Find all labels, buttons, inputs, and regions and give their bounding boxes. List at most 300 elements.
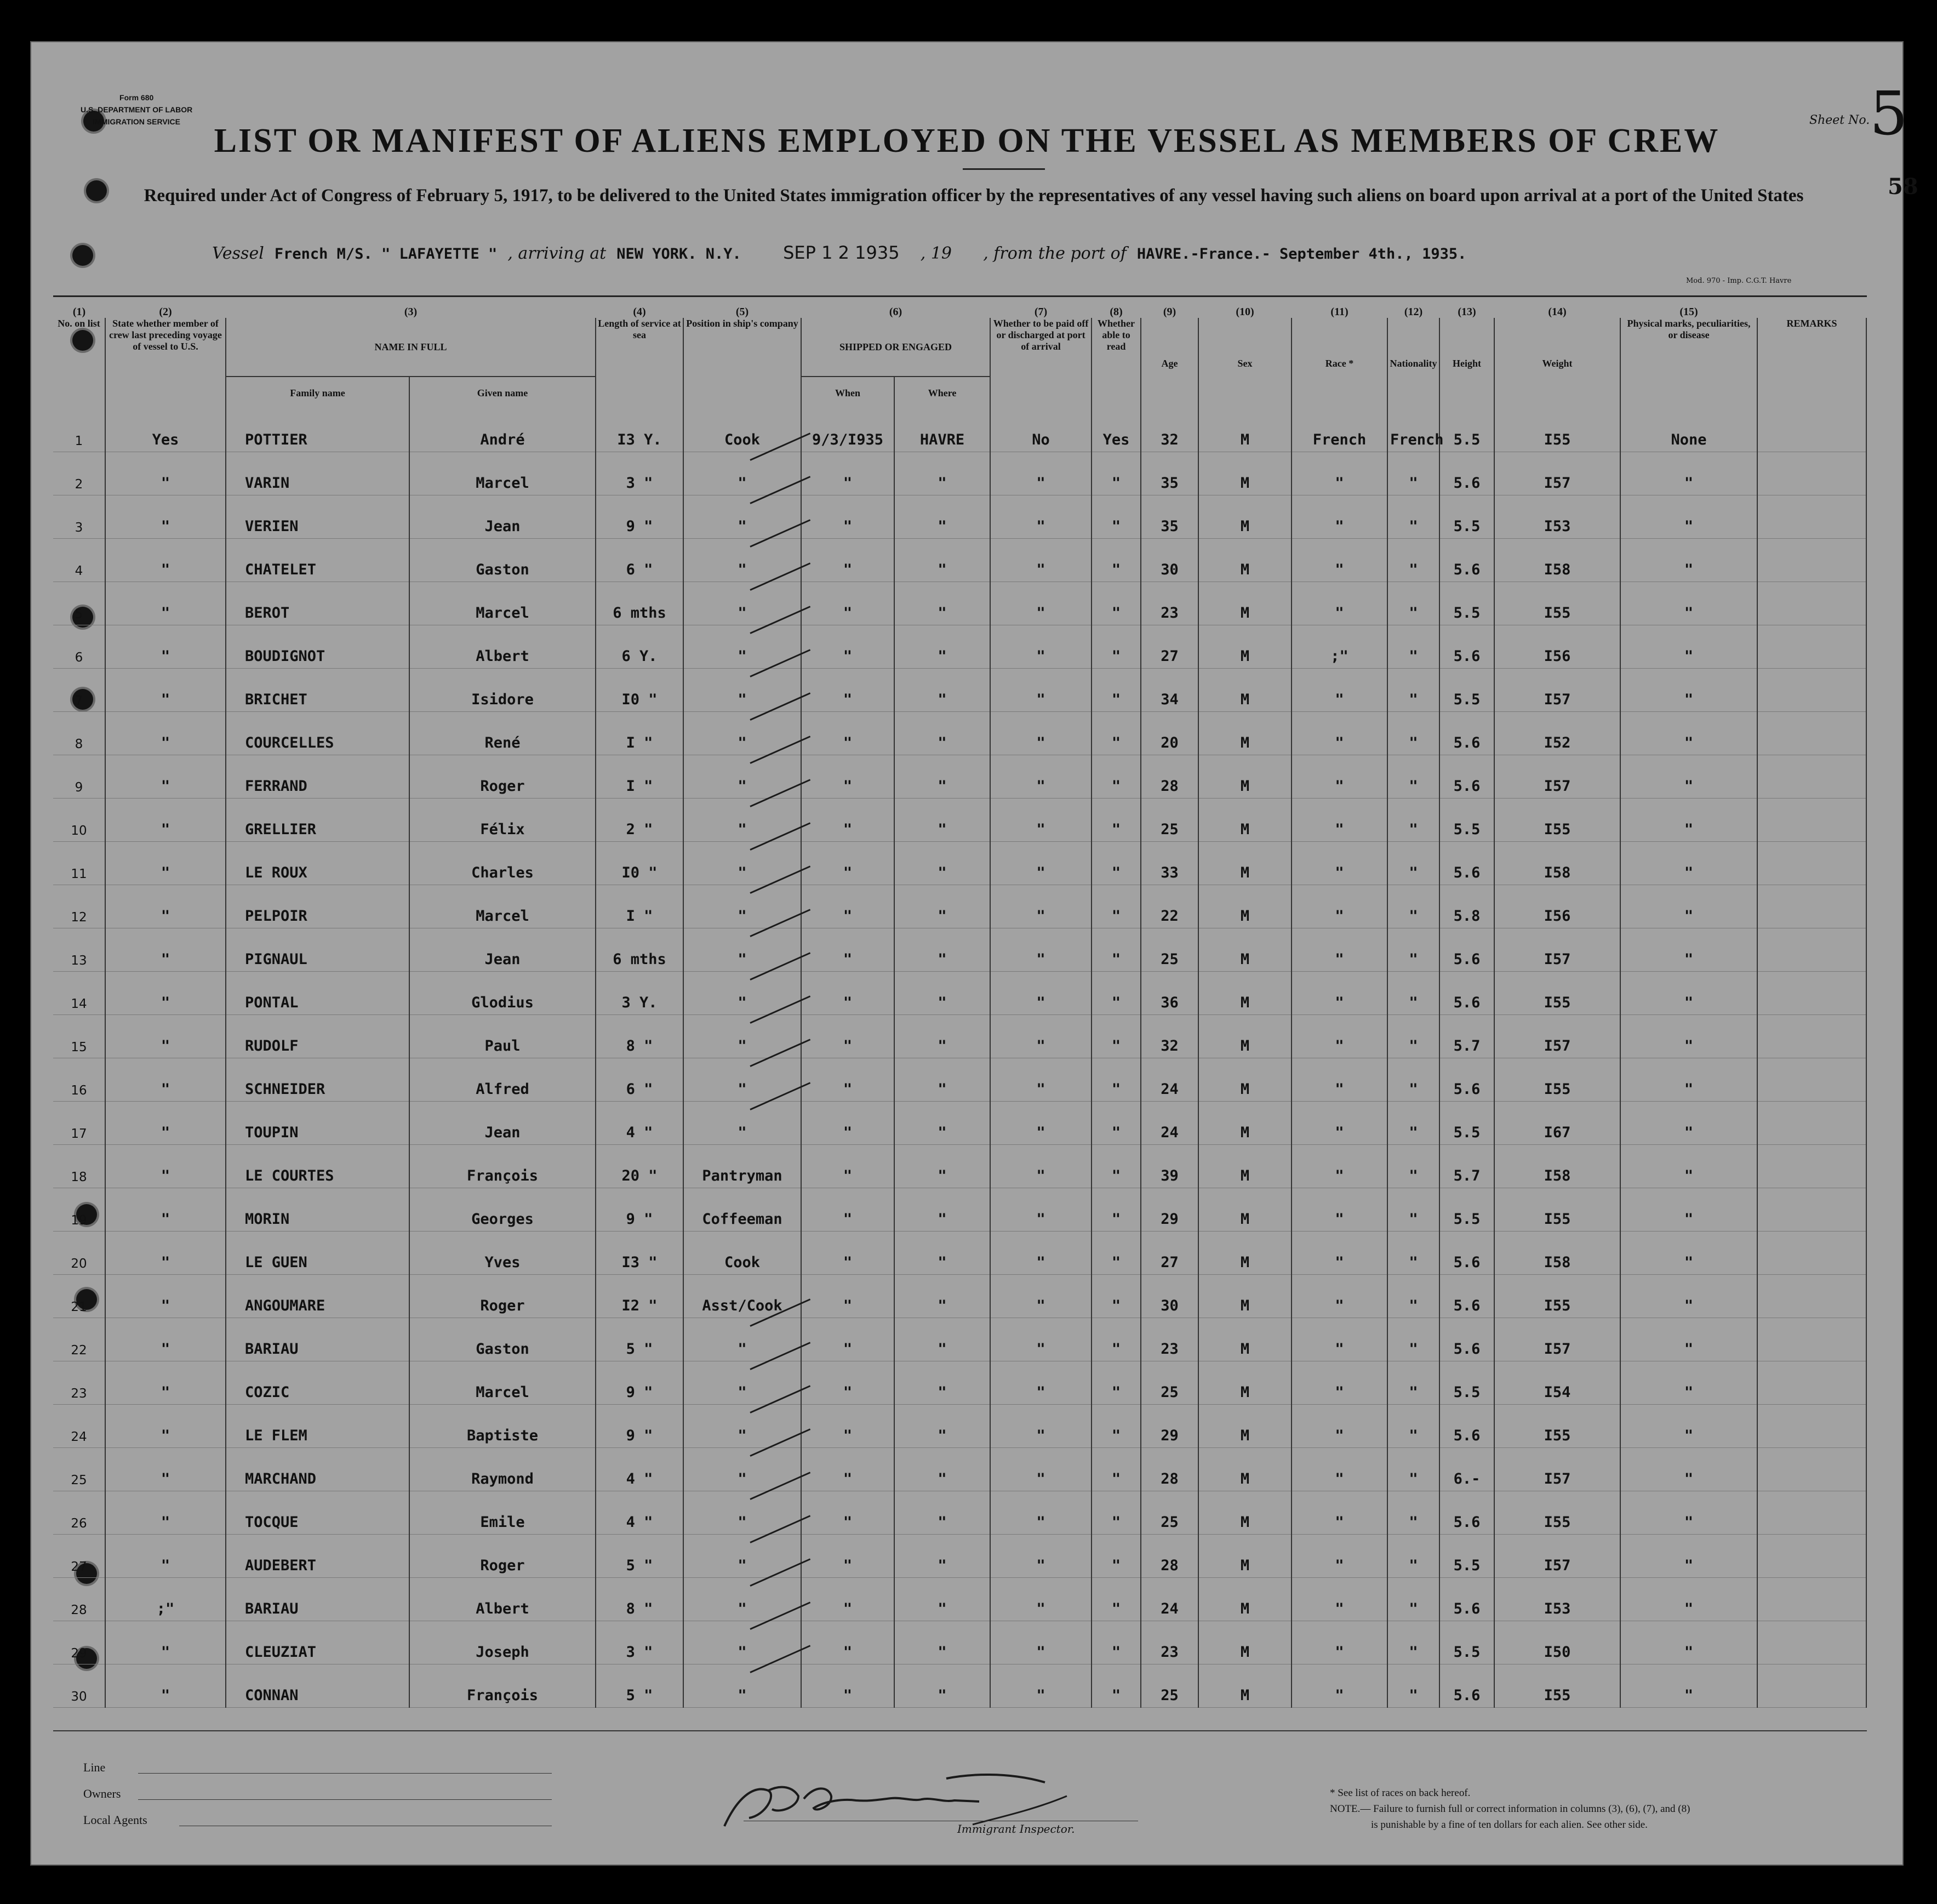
cell-given-name: Gaston: [409, 539, 596, 582]
cell-age: 24: [1141, 1102, 1198, 1145]
cell-sex: M: [1198, 1405, 1292, 1448]
owners-field-rule: [138, 1799, 552, 1800]
cell-given-name: Gaston: [409, 1318, 596, 1361]
cell-paid-off: ": [990, 1015, 1092, 1058]
cell-where: ": [894, 842, 990, 885]
cell-nationality: ": [1387, 1664, 1439, 1708]
crew-table-wrap: [53, 295, 1867, 1731]
header-previous-voyage: State whether member of crew last preceding voyage of vessel to U.S.: [105, 318, 226, 409]
cell-race: ": [1292, 1448, 1387, 1491]
cell-no: 3: [53, 495, 105, 539]
colnum-11: (11): [1330, 306, 1349, 318]
cell-physical-marks: ": [1620, 1102, 1757, 1145]
cell-race: ": [1292, 1361, 1387, 1405]
cell-paid-off: ": [990, 712, 1092, 755]
cell-race: ": [1292, 712, 1387, 755]
cell-where: ": [894, 712, 990, 755]
colnum-1: (1): [72, 306, 86, 318]
cell-nationality: ": [1387, 582, 1439, 625]
cell-nationality: ": [1387, 452, 1439, 495]
cell-age: 22: [1141, 885, 1198, 928]
cell-where: ": [894, 1578, 990, 1621]
cell-height: 5.6: [1439, 539, 1494, 582]
cell-age: 25: [1141, 1361, 1198, 1405]
cell-physical-marks: ": [1620, 1015, 1757, 1058]
cell-able-to-read: ": [1092, 495, 1141, 539]
table-row: [53, 625, 1866, 669]
cell-paid-off: ": [990, 1318, 1092, 1361]
cell-remarks: [1757, 1102, 1866, 1145]
cell-length-of-service: 5 ": [596, 1318, 683, 1361]
cell-paid-off: ": [990, 452, 1092, 495]
cell-family-name: BRICHET: [226, 669, 409, 712]
cell-no: 18: [53, 1145, 105, 1188]
cell-race: ": [1292, 1015, 1387, 1058]
cell-no: 23: [53, 1361, 105, 1405]
cell-race: ": [1292, 1578, 1387, 1621]
cell-remarks: [1757, 1232, 1866, 1275]
cell-nationality: ": [1387, 1102, 1439, 1145]
cell-position: Coffeeman: [683, 1188, 801, 1232]
cell-family-name: MARCHAND: [226, 1448, 409, 1491]
cell-paid-off: ": [990, 1405, 1092, 1448]
cell-race: ": [1292, 1664, 1387, 1708]
cell-weight: I54: [1494, 1361, 1620, 1405]
cell-where: ": [894, 1535, 990, 1578]
cell-physical-marks: ": [1620, 452, 1757, 495]
cell-where: ": [894, 972, 990, 1015]
cell-no: 7: [53, 669, 105, 712]
cell-family-name: BEROT: [226, 582, 409, 625]
cell-age: 25: [1141, 799, 1198, 842]
cell-where: ": [894, 1102, 990, 1145]
cell-age: 25: [1141, 1664, 1198, 1708]
cell-height: 5.6: [1439, 1058, 1494, 1102]
cell-family-name: FERRAND: [226, 755, 409, 799]
header-nationality: Nationality: [1387, 318, 1439, 409]
cell-position: ": [683, 1664, 801, 1708]
cell-family-name: CHATELET: [226, 539, 409, 582]
cell-when: ": [801, 669, 894, 712]
cell-position: ": [683, 799, 801, 842]
cell-paid-off: ": [990, 1232, 1092, 1275]
cell-height: 5.6: [1439, 1318, 1494, 1361]
cell-sex: M: [1198, 712, 1292, 755]
cell-height: 5.6: [1439, 1405, 1494, 1448]
colnum-7: (7): [1034, 306, 1048, 318]
cell-sex: M: [1198, 1015, 1292, 1058]
cell-when: ": [801, 799, 894, 842]
cell-family-name: SCHNEIDER: [226, 1058, 409, 1102]
header-able-to-read: Whether able to read: [1092, 318, 1141, 409]
cell-remarks: [1757, 1275, 1866, 1318]
cell-physical-marks: ": [1620, 625, 1757, 669]
line-field-rule: [138, 1773, 552, 1774]
column-number-row: [53, 297, 1866, 318]
cell-remarks: [1757, 1318, 1866, 1361]
cell-previous-voyage: ": [105, 1361, 226, 1405]
cell-no: 12: [53, 885, 105, 928]
cell-given-name: Jean: [409, 1102, 596, 1145]
cell-nationality: ": [1387, 1145, 1439, 1188]
cell-where: ": [894, 885, 990, 928]
colnum-2: (2): [159, 306, 172, 318]
cell-remarks: [1757, 1058, 1866, 1102]
cell-race: ": [1292, 452, 1387, 495]
cell-physical-marks: ": [1620, 1448, 1757, 1491]
cell-no: 25: [53, 1448, 105, 1491]
cell-race: ": [1292, 1405, 1387, 1448]
table-row: [53, 1491, 1866, 1535]
cell-height: 5.6: [1439, 842, 1494, 885]
cell-sex: M: [1198, 452, 1292, 495]
cell-where: ": [894, 1188, 990, 1232]
header-position: Position in ship's company: [683, 318, 801, 409]
cell-position: ": [683, 1405, 801, 1448]
cell-height: 5.5: [1439, 582, 1494, 625]
cell-where: ": [894, 1664, 990, 1708]
cell-given-name: Yves: [409, 1232, 596, 1275]
table-row: [53, 799, 1866, 842]
cell-previous-voyage: ": [105, 1664, 226, 1708]
cell-nationality: ": [1387, 1535, 1439, 1578]
cell-position: Cook: [683, 1232, 801, 1275]
cell-weight: I53: [1494, 495, 1620, 539]
cell-nationality: ": [1387, 1578, 1439, 1621]
cell-given-name: André: [409, 409, 596, 452]
cell-height: 5.5: [1439, 1102, 1494, 1145]
cell-previous-voyage: ": [105, 799, 226, 842]
cell-nationality: ": [1387, 1491, 1439, 1535]
cell-given-name: Albert: [409, 625, 596, 669]
cell-given-name: Raymond: [409, 1448, 596, 1491]
cell-physical-marks: ": [1620, 755, 1757, 799]
cell-weight: I56: [1494, 625, 1620, 669]
cell-sex: M: [1198, 1145, 1292, 1188]
cell-no: 2: [53, 452, 105, 495]
table-row: [53, 582, 1866, 625]
cell-height: 6.-: [1439, 1448, 1494, 1491]
cell-where: ": [894, 1448, 990, 1491]
cell-length-of-service: 9 ": [596, 495, 683, 539]
cell-remarks: [1757, 1535, 1866, 1578]
cell-race: ": [1292, 1058, 1387, 1102]
cell-able-to-read: ": [1092, 1664, 1141, 1708]
cell-position: Pantryman: [683, 1145, 801, 1188]
header-weight: Weight: [1494, 318, 1620, 409]
cell-able-to-read: ": [1092, 928, 1141, 972]
cell-weight: I56: [1494, 885, 1620, 928]
cell-length-of-service: I2 ": [596, 1275, 683, 1318]
cell-position: ": [683, 972, 801, 1015]
cell-able-to-read: ": [1092, 539, 1141, 582]
cell-sex: M: [1198, 669, 1292, 712]
cell-nationality: ": [1387, 1361, 1439, 1405]
cell-weight: I57: [1494, 452, 1620, 495]
cell-remarks: [1757, 669, 1866, 712]
table-row: [53, 452, 1866, 495]
cell-sex: M: [1198, 1275, 1292, 1318]
cell-when: ": [801, 1318, 894, 1361]
cell-previous-voyage: ": [105, 452, 226, 495]
cell-length-of-service: I0 ": [596, 842, 683, 885]
cell-position: ": [683, 1361, 801, 1405]
cell-physical-marks: ": [1620, 1232, 1757, 1275]
cell-age: 29: [1141, 1188, 1198, 1232]
cell-position: ": [683, 755, 801, 799]
header-given-name: Given name: [409, 377, 596, 409]
cell-sex: M: [1198, 755, 1292, 799]
cell-sex: M: [1198, 539, 1292, 582]
cell-paid-off: ": [990, 928, 1092, 972]
table-row: [53, 1145, 1866, 1188]
cell-paid-off: ": [990, 495, 1092, 539]
line-label: Line: [83, 1760, 106, 1774]
cell-physical-marks: ": [1620, 495, 1757, 539]
cell-weight: I50: [1494, 1621, 1620, 1664]
table-row: [53, 1535, 1866, 1578]
cell-height: 5.6: [1439, 928, 1494, 972]
colnum-8: (8): [1110, 306, 1123, 318]
cell-weight: I57: [1494, 669, 1620, 712]
cell-paid-off: ": [990, 1102, 1092, 1145]
note-label: NOTE.—: [1330, 1803, 1371, 1815]
cell-family-name: TOCQUE: [226, 1491, 409, 1535]
cell-remarks: [1757, 582, 1866, 625]
cell-length-of-service: 8 ": [596, 1578, 683, 1621]
cell-able-to-read: Yes: [1092, 409, 1141, 452]
cell-family-name: AUDEBERT: [226, 1535, 409, 1578]
cell-length-of-service: 8 ": [596, 1015, 683, 1058]
cell-height: 5.5: [1439, 1535, 1494, 1578]
cell-length-of-service: 4 ": [596, 1102, 683, 1145]
cell-no: 21: [53, 1275, 105, 1318]
cell-when: ": [801, 1232, 894, 1275]
cell-when: ": [801, 1578, 894, 1621]
table-row: [53, 1318, 1866, 1361]
cell-paid-off: ": [990, 1145, 1092, 1188]
cell-position: Asst/Cook: [683, 1275, 801, 1318]
cell-no: 9: [53, 755, 105, 799]
cell-able-to-read: ": [1092, 799, 1141, 842]
cell-nationality: ": [1387, 1405, 1439, 1448]
cell-age: 25: [1141, 1491, 1198, 1535]
cell-no: 8: [53, 712, 105, 755]
cell-weight: I57: [1494, 1535, 1620, 1578]
cell-able-to-read: ": [1092, 1448, 1141, 1491]
cell-no: 10: [53, 799, 105, 842]
cell-able-to-read: ": [1092, 712, 1141, 755]
cell-where: ": [894, 799, 990, 842]
cell-previous-voyage: ": [105, 1535, 226, 1578]
cell-nationality: ": [1387, 625, 1439, 669]
cell-paid-off: ": [990, 1664, 1092, 1708]
cell-where: ": [894, 539, 990, 582]
header-where: Where: [894, 377, 990, 409]
header-age: Age: [1141, 318, 1198, 409]
cell-position: ": [683, 885, 801, 928]
colnum-14: (14): [1548, 306, 1567, 318]
cell-physical-marks: ": [1620, 1058, 1757, 1102]
cell-when: ": [801, 1015, 894, 1058]
cell-given-name: Marcel: [409, 452, 596, 495]
table-row: [53, 972, 1866, 1015]
cell-race: ": [1292, 582, 1387, 625]
cell-race: French: [1292, 409, 1387, 452]
cell-physical-marks: ": [1620, 972, 1757, 1015]
cell-where: ": [894, 1058, 990, 1102]
cell-height: 5.6: [1439, 1232, 1494, 1275]
cell-length-of-service: I3 ": [596, 1232, 683, 1275]
cell-sex: M: [1198, 1232, 1292, 1275]
cell-age: 32: [1141, 409, 1198, 452]
cell-nationality: ": [1387, 669, 1439, 712]
cell-family-name: LE COURTES: [226, 1145, 409, 1188]
cell-height: 5.6: [1439, 625, 1494, 669]
cell-physical-marks: ": [1620, 1405, 1757, 1448]
cell-nationality: ": [1387, 539, 1439, 582]
cell-no: 5: [53, 582, 105, 625]
cell-age: 25: [1141, 928, 1198, 972]
table-row: [53, 495, 1866, 539]
cell-family-name: PONTAL: [226, 972, 409, 1015]
cell-length-of-service: 6 mths: [596, 582, 683, 625]
cell-remarks: [1757, 928, 1866, 972]
cell-length-of-service: 3 Y.: [596, 972, 683, 1015]
cell-when: ": [801, 1448, 894, 1491]
cell-when: ": [801, 1275, 894, 1318]
cell-nationality: ": [1387, 1015, 1439, 1058]
cell-weight: I58: [1494, 1232, 1620, 1275]
cell-age: 35: [1141, 495, 1198, 539]
cell-previous-voyage: ;": [105, 1578, 226, 1621]
table-row: [53, 1664, 1866, 1708]
cell-position: ": [683, 1535, 801, 1578]
table-row: [53, 1361, 1866, 1405]
cell-given-name: Albert: [409, 1578, 596, 1621]
table-row: [53, 1448, 1866, 1491]
cell-nationality: ": [1387, 928, 1439, 972]
cell-physical-marks: ": [1620, 1664, 1757, 1708]
cell-remarks: [1757, 1578, 1866, 1621]
cell-no: 22: [53, 1318, 105, 1361]
cell-position: ": [683, 712, 801, 755]
cell-length-of-service: I3 Y.: [596, 409, 683, 452]
header-physical-marks: Physical marks, peculiarities, or disease: [1620, 318, 1757, 409]
cell-when: ": [801, 1188, 894, 1232]
cell-physical-marks: ": [1620, 669, 1757, 712]
cell-when: ": [801, 1361, 894, 1405]
cell-given-name: Emile: [409, 1491, 596, 1535]
cell-remarks: [1757, 799, 1866, 842]
colnum-15: (15): [1679, 306, 1698, 318]
cell-weight: I55: [1494, 1405, 1620, 1448]
cell-when: ": [801, 1145, 894, 1188]
cell-able-to-read: ": [1092, 1275, 1141, 1318]
cell-able-to-read: ": [1092, 1058, 1141, 1102]
cell-sex: M: [1198, 1621, 1292, 1664]
cell-physical-marks: ": [1620, 1361, 1757, 1405]
cell-nationality: ": [1387, 1232, 1439, 1275]
cell-race: ": [1292, 495, 1387, 539]
cell-able-to-read: ": [1092, 1232, 1141, 1275]
cell-given-name: François: [409, 1145, 596, 1188]
cell-nationality: ": [1387, 1275, 1439, 1318]
cell-length-of-service: I ": [596, 755, 683, 799]
crew-table: [53, 297, 1867, 1708]
cell-position: ": [683, 669, 801, 712]
cell-given-name: Baptiste: [409, 1405, 596, 1448]
cell-length-of-service: 2 ": [596, 799, 683, 842]
cell-age: 20: [1141, 712, 1198, 755]
cell-when: ": [801, 452, 894, 495]
cell-paid-off: ": [990, 625, 1092, 669]
cell-height: 5.6: [1439, 1491, 1494, 1535]
cell-weight: I57: [1494, 1015, 1620, 1058]
cell-previous-voyage: ": [105, 1405, 226, 1448]
cell-family-name: ANGOUMARE: [226, 1275, 409, 1318]
cell-sex: M: [1198, 842, 1292, 885]
cell-able-to-read: ": [1092, 885, 1141, 928]
cell-age: 27: [1141, 1232, 1198, 1275]
cell-given-name: Marcel: [409, 582, 596, 625]
header-race: Race *: [1292, 318, 1387, 409]
cell-no: 28: [53, 1578, 105, 1621]
vessel-line: [212, 242, 1466, 263]
cell-previous-voyage: ": [105, 928, 226, 972]
cell-previous-voyage: ": [105, 625, 226, 669]
cell-remarks: [1757, 712, 1866, 755]
cell-physical-marks: ": [1620, 928, 1757, 972]
cell-race: ": [1292, 669, 1387, 712]
cell-height: 5.6: [1439, 755, 1494, 799]
cell-weight: I55: [1494, 1188, 1620, 1232]
cell-able-to-read: ": [1092, 669, 1141, 712]
cell-height: 5.5: [1439, 1188, 1494, 1232]
cell-position: ": [683, 625, 801, 669]
cell-length-of-service: 6 Y.: [596, 625, 683, 669]
cell-height: 5.7: [1439, 1015, 1494, 1058]
cell-no: 15: [53, 1015, 105, 1058]
cell-weight: I55: [1494, 799, 1620, 842]
cell-family-name: MORIN: [226, 1188, 409, 1232]
cell-when: ": [801, 1621, 894, 1664]
table-row: [53, 842, 1866, 885]
cell-previous-voyage: ": [105, 582, 226, 625]
cell-when: 9/3/I935: [801, 409, 894, 452]
cell-able-to-read: ": [1092, 625, 1141, 669]
cell-when: ": [801, 539, 894, 582]
cell-remarks: [1757, 1491, 1866, 1535]
cell-weight: I57: [1494, 755, 1620, 799]
cell-race: ": [1292, 1232, 1387, 1275]
cell-age: 28: [1141, 1448, 1198, 1491]
cell-length-of-service: 4 ": [596, 1491, 683, 1535]
arriving-label: , arriving at: [507, 244, 607, 263]
cell-age: 30: [1141, 1275, 1198, 1318]
cell-height: 5.6: [1439, 972, 1494, 1015]
cell-paid-off: ": [990, 842, 1092, 885]
cell-height: 5.5: [1439, 495, 1494, 539]
cell-when: ": [801, 972, 894, 1015]
cell-physical-marks: ": [1620, 712, 1757, 755]
cell-position: ": [683, 1448, 801, 1491]
cell-physical-marks: None: [1620, 409, 1757, 452]
cell-remarks: [1757, 1015, 1866, 1058]
cell-race: ": [1292, 842, 1387, 885]
cell-able-to-read: ": [1092, 582, 1141, 625]
table-row: [53, 1275, 1866, 1318]
